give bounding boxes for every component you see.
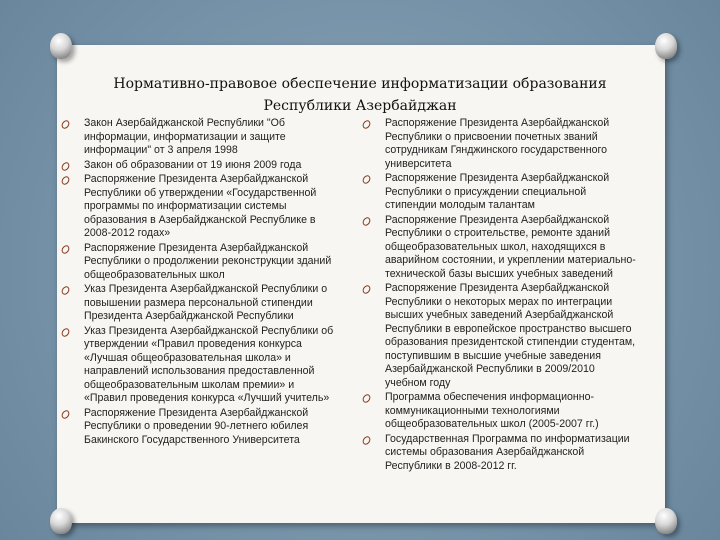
list-item — [363, 172, 663, 213]
bullet-icon — [60, 285, 71, 296]
bullet-icon — [361, 215, 372, 226]
pushpin-icon — [50, 33, 72, 59]
list-item — [62, 173, 352, 241]
list-item — [62, 407, 352, 448]
list-item — [62, 325, 352, 406]
bullet-icon — [60, 160, 71, 171]
list-item-text: Указ Президента Азербайджанской Республики о повышении размера персональной стипендии Президента Азербайджанской Республики — [84, 283, 328, 322]
list-item — [363, 214, 663, 282]
bullet-icon — [361, 284, 372, 295]
pushpin-icon — [50, 508, 72, 534]
list-item-text: Указ Президента Азербайджанской Республики об утверждении «Правил проведения конкурса «Лучшая общеобразовательная школа» и направлений использования предоставленной общеобразовательным школам премии» и «Правил проведения конкурса «Лучший учитель» — [84, 324, 334, 404]
bullet-icon — [60, 175, 71, 186]
list-item-text: Распоряжение Президента Азербайджанской Республики о некоторых мерах по интеграции высших учебных заведений Азербайджанской Республики в европейское пространство высшего образования президентской стипендии студентам, поступившим в высшие учебные заведения Азербайджанской Республики в 2009/2010 учебном году — [385, 282, 636, 389]
bullet-icon — [361, 393, 372, 404]
title-line-1: Нормативно-правовое обеспечение информатизации образования — [113, 76, 607, 92]
left-column-list — [62, 117, 352, 448]
list-item — [62, 117, 352, 158]
list-item-text: Распоряжение Президента Азербайджанской Республики о присуждении специальной стипендии молодым талантам — [385, 172, 610, 211]
list-item-text: Распоряжение Президента Азербайджанской Республики о присвоении почетных званий сотрудникам Гянджинского государственного университета — [385, 117, 610, 170]
list-item-text: Программа обеспечения информационно- коммуникационными технологиями общеобразовательных школ (2005-2007 гг.) — [385, 391, 599, 430]
list-item — [363, 282, 663, 390]
right-column-list — [363, 117, 663, 474]
list-item-text: Закон Азербайджанской Республики "Об информации, информатизации и защите информации" от 3 апреля 1998 — [84, 117, 286, 156]
list-item-text: Распоряжение Президента Азербайджанской Республики о строительстве, ремонте зданий общеобразовательных школ, находящихся в аварийном состоянии, и укреплении материально- технической базы высших учебных заведений — [385, 213, 636, 280]
pushpin-icon — [655, 33, 677, 59]
list-item — [363, 391, 663, 432]
list-item-text: Распоряжение Президента Азербайджанской Республики об утверждении «Государственной программы по информатизации системы образования в Азербайджанской Республике в 2008-2012 годах» — [84, 173, 317, 239]
list-item — [363, 433, 663, 474]
list-item-text: Закон об образовании от 19 июня 2009 года — [84, 158, 302, 171]
bullet-icon — [60, 408, 71, 419]
slide-title — [0, 73, 720, 117]
list-item — [62, 283, 352, 324]
bullet-icon — [60, 243, 71, 254]
list-item — [62, 242, 352, 283]
list-item-text: Распоряжение Президента Азербайджанской Республики о продолжении реконструкции зданий общеобразовательных школ — [84, 241, 332, 281]
list-item-text: Государственная Программа по информатизации системы образования Азербайджанской Республики в 2008-2012 гг. — [385, 432, 630, 472]
bullet-icon — [361, 174, 372, 185]
title-line-2: Республики Азербайджан — [263, 98, 457, 114]
list-item — [363, 117, 663, 171]
list-item — [62, 159, 352, 173]
bullet-icon — [60, 119, 71, 130]
bullet-icon — [361, 434, 372, 445]
bullet-icon — [60, 326, 71, 337]
list-item-text: Распоряжение Президента Азербайджанской Республики о проведении 90-летнего юбилея Бакинского Государственного Университета — [84, 406, 309, 446]
pushpin-icon — [655, 508, 677, 534]
bullet-icon — [361, 119, 372, 130]
